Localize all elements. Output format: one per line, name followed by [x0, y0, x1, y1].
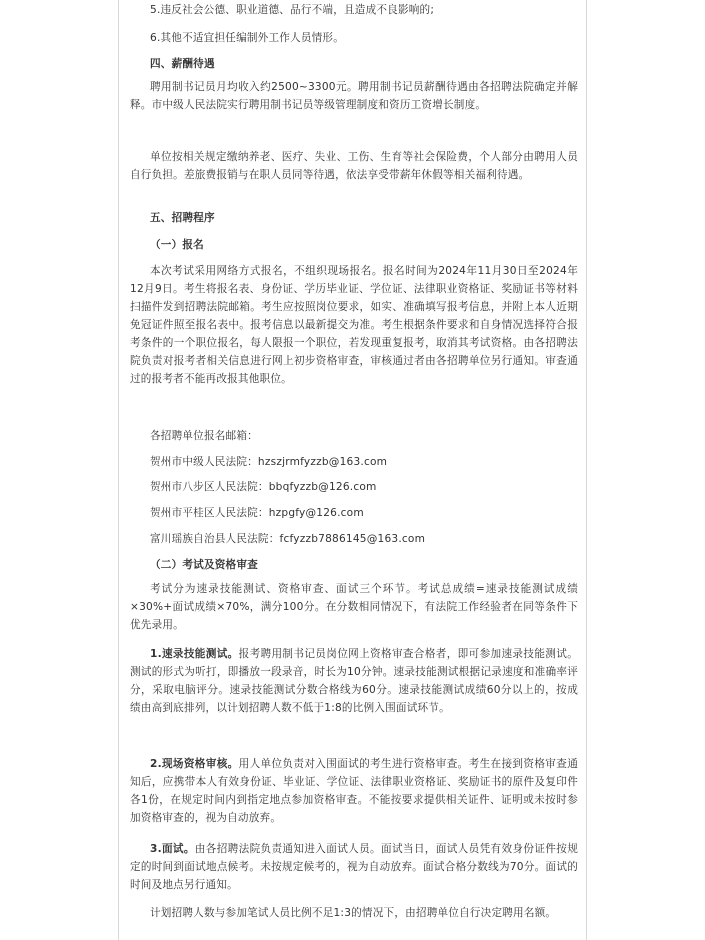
subsection-heading: （一）报名 [150, 239, 204, 251]
paragraph: 各招聘单位报名邮箱： [150, 430, 258, 442]
paragraph-body: 由各招聘法院负责通知进入面试人员。面试当日，面试人员凭有效身份证件按规定的时间到面试地点候考。未按规定候考的，视为自动放弃。面试合格分数线为70分。面试的时间及地点另行通知。 [130, 843, 578, 891]
paragraph: 计划招聘人数与参加笔试人员比例不足1:3的情况下，由招聘单位自行决定聘用名额。 [150, 907, 557, 919]
paragraph: 聘用制书记员月均收入约2500~3300元。聘用制书记员薪酬待遇由各招聘法院确定并解释。市中级人民法院实行聘用制书记员等级管理制度和资历工资增长制度。 [130, 81, 578, 111]
section-heading: 四、薪酬待遇 [150, 58, 215, 70]
email-line: 贺州市中级人民法院：hzszjrmfyzzb@163.com [150, 456, 388, 468]
subsection-heading: （二）考试及资格审查 [150, 559, 258, 571]
paragraph: 考试分为速录技能测试、资格审查、面试三个环节。考试总成绩=速录技能测试成绩×30%+面试成绩×70%，满分100分。在分数相同情况下，有法院工作经验者在同等条件下优先录用。 [130, 583, 578, 631]
paragraph: 本次考试采用网络方式报名，不组织现场报名。报名时间为2024年11月30日至2024年12月9日。考生将报名表、身份证、学历毕业证、学位证、法律职业资格证、奖励证书等材料扫描件发到招聘法院邮箱。考生应按照岗位要求，如实、准确填写报考信息，并附上本人近期免冠证件照至报名表中。报考信息以最新提交为准。考生根据条件要求和自身情况选择符合报考条件的一个职位报名，每人限报一个职位，若发现重复报考，取消其考试资格。由各招聘法院负责对报考者相关信息进行网上初步资格审查，审核通过者由各招聘单位另行通知。审查通过的报考者不能再改报其他职位。 [130, 265, 578, 385]
paragraph-lead: 2.现场资格审核。 [150, 758, 239, 770]
list-item: 5.违反社会公德、职业道德、品行不端，且造成不良影响的; [150, 4, 435, 16]
paragraph-body: 用人单位负责对入围面试的考生进行资格审查。考生在接到资格审查通知后，应携带本人有效身份证、毕业证、学位证、法律职业资格证、奖励证书的原件及复印件各1份，在规定时间内到指定地点参加资格审查。不能按要求提供相关证件、证明或未按时参加资格审查的，视为自动放弃。 [130, 758, 578, 824]
paragraph-lead: 1.速录技能测试。 [150, 648, 239, 660]
email-line: 贺州市八步区人民法院：bbqfyzzb@126.com [150, 481, 377, 493]
paragraph [130, 840, 578, 894]
paragraph: 单位按相关规定缴纳养老、医疗、失业、工伤、生育等社会保险费，个人部分由聘用人员自行负担。差旅费报销与在职人员同等待遇，依法享受带薪年休假等相关福利待遇。 [130, 151, 578, 181]
paragraph [130, 755, 578, 827]
paragraph-lead: 3.面试。 [150, 843, 195, 855]
section-heading: 五、招聘程序 [150, 212, 215, 224]
email-line: 贺州市平桂区人民法院：hzpgfy@126.com [150, 507, 364, 519]
paragraph [130, 645, 578, 717]
list-item: 6.其他不适宜担任编制外工作人员情形。 [150, 32, 344, 44]
email-line: 富川瑶族自治县人民法院：fcfyzzb7886145@163.com [150, 533, 426, 545]
paragraph-body: 报考聘用制书记员岗位网上资格审查合格者，即可参加速录技能测试。测试的形式为听打，即播放一段录音，时长为10分钟。速录技能测试根据记录速度和准确率评分，采取电脑评分。速录技能测试分数合格线为60分。速录技能测试成绩60分以上的，按成绩由高到底排列，以计划招聘人数不低于1:8的比例入围面试环节。 [130, 648, 578, 714]
